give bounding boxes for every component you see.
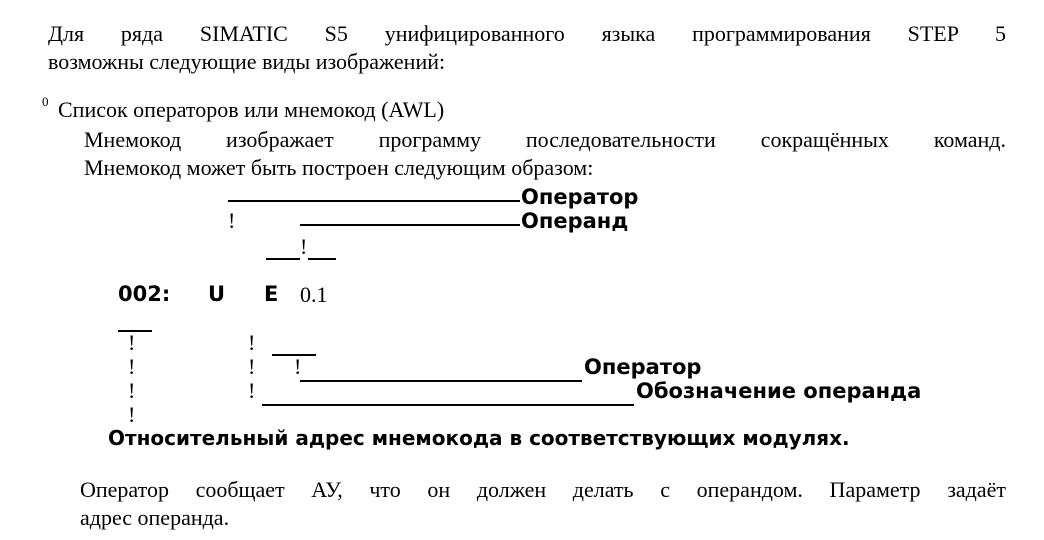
top-operator-label: Оператор xyxy=(521,185,639,209)
section-desc-line-2: Мнемокод может быть построен следующим образом: xyxy=(84,155,594,180)
code-operand-value: 0.1 xyxy=(300,282,328,307)
top-operand-label: Операнд xyxy=(521,209,629,233)
intro-line-1: Для ряда SIMATIC S5 унифицированного языка программирования STEP 5 xyxy=(48,21,1006,46)
bottom-operand-designation: Обозначение операнда xyxy=(636,379,922,403)
operand-bracket-left xyxy=(266,258,300,260)
footer-line-2: адрес операнда. xyxy=(80,505,230,530)
lower-operator-bang: ! xyxy=(294,354,302,379)
lower-operator-leader xyxy=(300,380,582,382)
address-bang-4: ! xyxy=(128,402,136,427)
code-operator: U xyxy=(208,282,226,306)
top-operand-leader xyxy=(300,224,520,226)
relative-address-caption: Относительный адрес мнемокода в соответствующих модулях. xyxy=(108,426,850,450)
top-operator-bang: ! xyxy=(228,208,236,233)
lower-bang-1: ! xyxy=(248,330,256,355)
address-bang-3: ! xyxy=(128,378,136,403)
lower-operand-leader xyxy=(262,404,634,406)
lower-bang-3: ! xyxy=(248,378,256,403)
section-description xyxy=(84,126,1006,182)
intro-paragraph xyxy=(48,20,1006,76)
operand-bracket-bang: ! xyxy=(300,234,308,259)
footer-paragraph xyxy=(80,476,1006,532)
operand-bracket-right xyxy=(308,258,336,260)
code-address: 002: xyxy=(118,282,171,306)
footer-line-1: Оператор сообщает АУ, что он должен делать с операндом. Параметр задаёт xyxy=(80,477,1006,502)
address-bang-2: ! xyxy=(128,354,136,379)
section-title: Список операторов или мнемокод (AWL) xyxy=(58,97,445,122)
address-bang-1: ! xyxy=(128,330,136,355)
lower-bang-2: ! xyxy=(248,354,256,379)
section-desc-line-1: Мнемокод изображает программу последовательности сокращённых команд. xyxy=(84,127,1006,152)
top-operator-leader xyxy=(228,200,520,202)
intro-line-2: возможны следующие виды изображений: xyxy=(48,49,446,74)
bottom-operator-label: Оператор xyxy=(584,355,702,379)
code-operand-letter: E xyxy=(264,282,279,306)
section-marker: 0 xyxy=(42,94,49,109)
